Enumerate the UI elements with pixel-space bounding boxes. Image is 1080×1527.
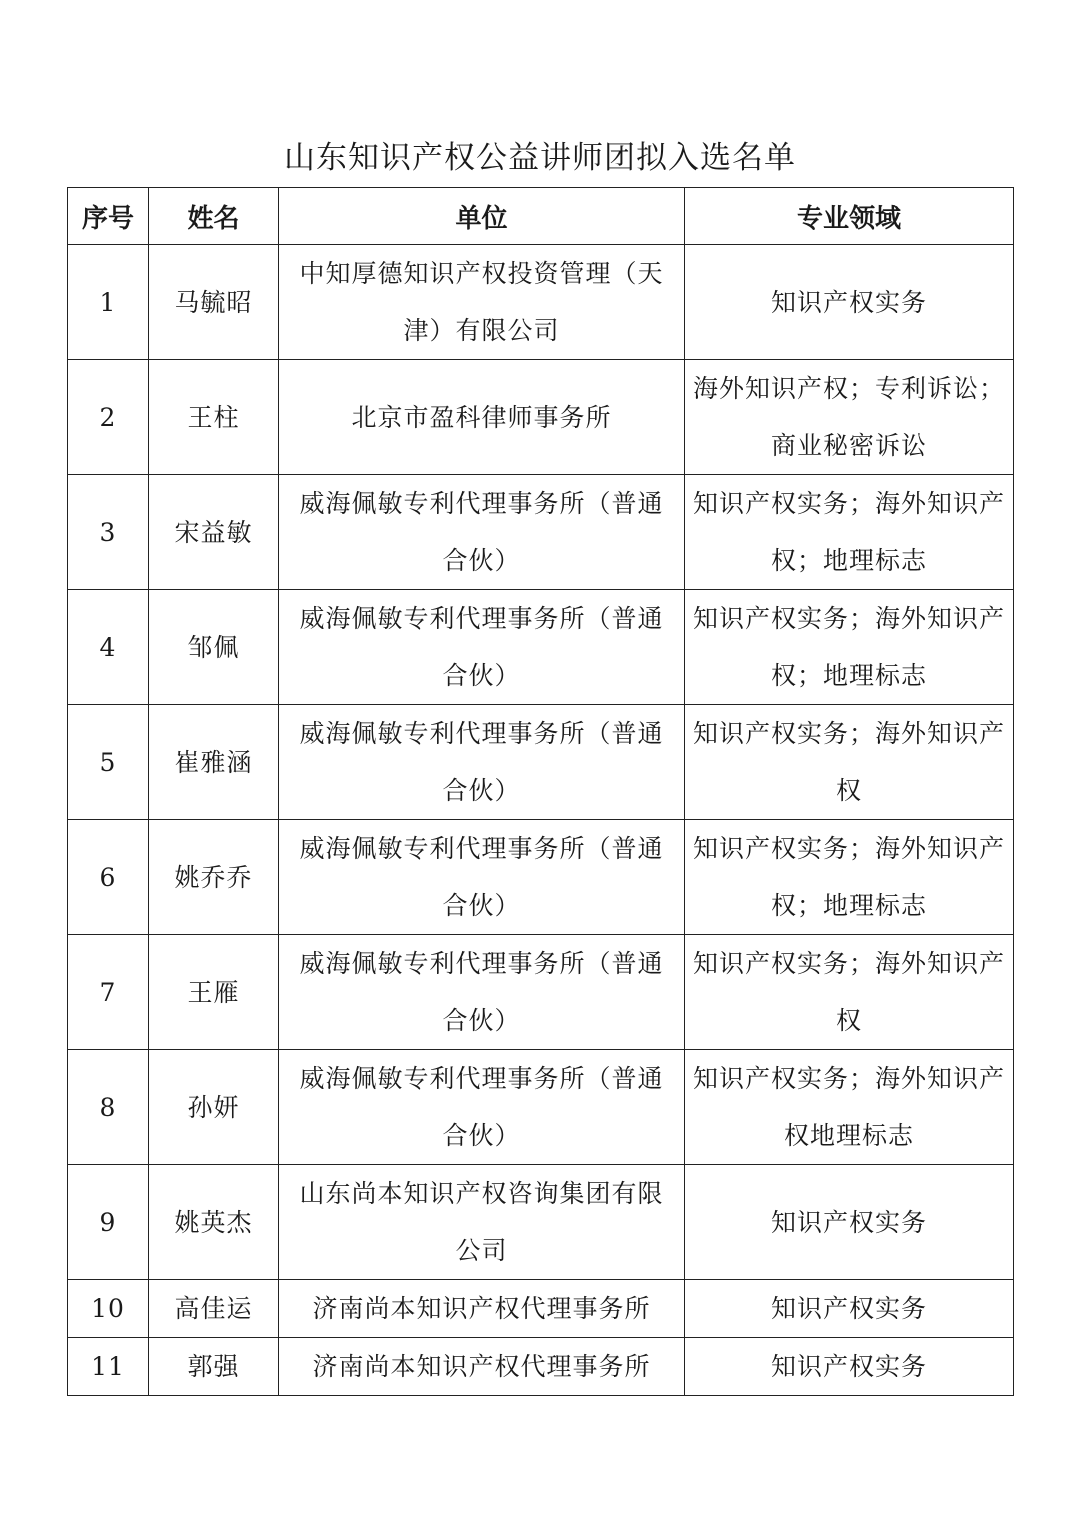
cell-unit: 威海佩敏专利代理事务所（普通合伙） bbox=[279, 705, 685, 820]
table-row bbox=[68, 360, 1014, 475]
cell-unit: 威海佩敏专利代理事务所（普通合伙） bbox=[279, 820, 685, 935]
cell-no: 11 bbox=[68, 1338, 149, 1396]
cell-field: 海外知识产权；专利诉讼；商业秘密诉讼 bbox=[685, 360, 1014, 475]
table-row bbox=[68, 1165, 1014, 1280]
cell-name: 马毓昭 bbox=[149, 245, 279, 360]
cell-name: 崔雅涵 bbox=[149, 705, 279, 820]
table-row bbox=[68, 590, 1014, 705]
table-row bbox=[68, 475, 1014, 590]
cell-no: 5 bbox=[68, 705, 149, 820]
cell-unit: 中知厚德知识产权投资管理（天津）有限公司 bbox=[279, 245, 685, 360]
header-name: 姓名 bbox=[149, 188, 279, 245]
cell-field: 知识产权实务；海外知识产权；地理标志 bbox=[685, 475, 1014, 590]
cell-name: 高佳运 bbox=[149, 1280, 279, 1338]
cell-unit: 济南尚本知识产权代理事务所 bbox=[279, 1338, 685, 1396]
table-row bbox=[68, 705, 1014, 820]
header-field: 专业领域 bbox=[685, 188, 1014, 245]
cell-field: 知识产权实务 bbox=[685, 1280, 1014, 1338]
table-row bbox=[68, 1050, 1014, 1165]
cell-field: 知识产权实务 bbox=[685, 1165, 1014, 1280]
cell-field: 知识产权实务；海外知识产权 bbox=[685, 935, 1014, 1050]
page-title: 山东知识产权公益讲师团拟入选名单 bbox=[284, 140, 796, 176]
table-row bbox=[68, 1338, 1014, 1396]
cell-no: 2 bbox=[68, 360, 149, 475]
table-row bbox=[68, 935, 1014, 1050]
cell-unit: 山东尚本知识产权咨询集团有限公司 bbox=[279, 1165, 685, 1280]
cell-field: 知识产权实务 bbox=[685, 245, 1014, 360]
candidate-table bbox=[67, 187, 1014, 1396]
cell-name: 宋益敏 bbox=[149, 475, 279, 590]
table-row bbox=[68, 1280, 1014, 1338]
cell-name: 姚英杰 bbox=[149, 1165, 279, 1280]
cell-unit: 济南尚本知识产权代理事务所 bbox=[279, 1280, 685, 1338]
cell-name: 王雁 bbox=[149, 935, 279, 1050]
table-row bbox=[68, 245, 1014, 360]
cell-unit: 威海佩敏专利代理事务所（普通合伙） bbox=[279, 935, 685, 1050]
cell-unit: 威海佩敏专利代理事务所（普通合伙） bbox=[279, 475, 685, 590]
cell-field: 知识产权实务 bbox=[685, 1338, 1014, 1396]
header-unit: 单位 bbox=[279, 188, 685, 245]
cell-field: 知识产权实务；海外知识产权；地理标志 bbox=[685, 590, 1014, 705]
cell-field: 知识产权实务；海外知识产权地理标志 bbox=[685, 1050, 1014, 1165]
cell-field: 知识产权实务；海外知识产权；地理标志 bbox=[685, 820, 1014, 935]
cell-no: 6 bbox=[68, 820, 149, 935]
cell-name: 邹佩 bbox=[149, 590, 279, 705]
cell-name: 姚乔乔 bbox=[149, 820, 279, 935]
cell-no: 1 bbox=[68, 245, 149, 360]
cell-no: 8 bbox=[68, 1050, 149, 1165]
cell-field: 知识产权实务；海外知识产权 bbox=[685, 705, 1014, 820]
cell-unit: 威海佩敏专利代理事务所（普通合伙） bbox=[279, 590, 685, 705]
cell-name: 孙妍 bbox=[149, 1050, 279, 1165]
cell-name: 王柱 bbox=[149, 360, 279, 475]
cell-no: 4 bbox=[68, 590, 149, 705]
cell-name: 郭强 bbox=[149, 1338, 279, 1396]
cell-no: 9 bbox=[68, 1165, 149, 1280]
cell-unit: 威海佩敏专利代理事务所（普通合伙） bbox=[279, 1050, 685, 1165]
table-header-row bbox=[68, 188, 1014, 245]
cell-no: 3 bbox=[68, 475, 149, 590]
cell-unit: 北京市盈科律师事务所 bbox=[279, 360, 685, 475]
cell-no: 10 bbox=[68, 1280, 149, 1338]
table-row bbox=[68, 820, 1014, 935]
header-no: 序号 bbox=[68, 188, 149, 245]
cell-no: 7 bbox=[68, 935, 149, 1050]
